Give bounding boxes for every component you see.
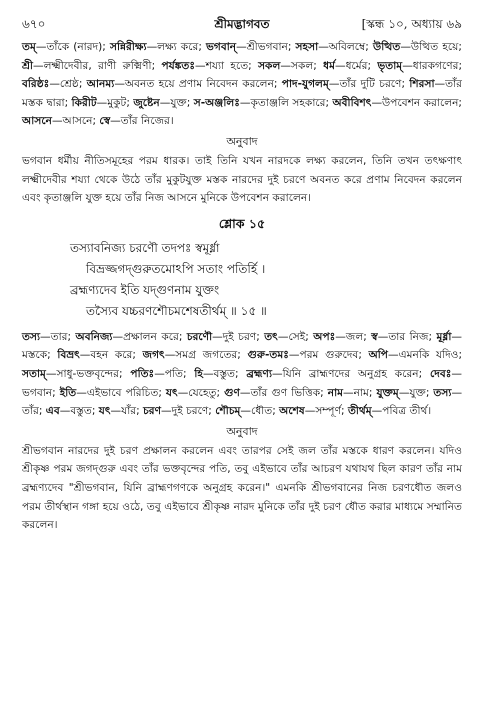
synonym-meaning: পবিত্র তীর্থ (382, 405, 428, 418)
synonym-word: যৎ (98, 405, 111, 418)
synonym-word: শ্রী (22, 59, 34, 72)
synonym-meaning: মুকুট (107, 96, 127, 109)
synonym-word: গুরু-তমঃ (247, 349, 289, 362)
synonym-word: বরিষ্ঠঃ (22, 78, 50, 91)
synonym-word: শৌচম্ (215, 405, 241, 418)
synonym-word: আসনে (22, 115, 52, 128)
book-title: শ্রীমদ্ভাগবত (214, 17, 270, 31)
chapter-reference: [স্কন্ধ ১০, অধ্যায় ৬৯ (361, 17, 462, 31)
synonym-meaning: সেই (288, 330, 306, 343)
synonym-word: বিভ্রৎ (57, 349, 80, 362)
synonym-word: নাম (327, 386, 344, 399)
synonyms-block-1: তম্—তাঁকে (নারদ); সন্নিরীক্ষ্য—লক্ষ্য করে; ভগবান্—শ্রীভগবান; সহসা—অবিলম্বে; উত্থিত—উত্থিত হয়ে; শ্রী—লক্ষ্মীদেবীর, রাণী রুক্মিণী; পর্যঙ্কতঃ—শয্যা হতে; সকল—সকল; ধর্ম—ধর্মের; ভৃতাম্—ধারকগণের; বরিষ্ঠঃ—শ্রেষ্ঠ; আনম্য—অবনত হয়ে প্রণাম নিবেদন করলেন; পাদ-যুগলম্—তাঁর দুটি চরণে; শিরসা—তাঁর মস্তক দ্বারা; কিরীট—মুকুট; জুষ্টেন—যুক্ত; স-অঞ্জলিঃ—কৃতাঞ্জলি সহকারে; অবীবিশৎ—উপবেশন করালেন; আসনে—আসনে; স্বে—তাঁর নিজের। (22, 41, 463, 128)
synonym-meaning: অবনত হয়ে প্রণাম নিবেদন করলেন (124, 78, 274, 91)
page-header (22, 14, 462, 36)
synonym-meaning: প্রক্ষালন করে (123, 330, 179, 343)
translation-text-2: শ্রীভগবান নারদের দুই চরণ প্রক্ষালন করলেন এবং তারপর সেই জল তাঁর মস্তকে ধারণ করলেন। যদিও শ্রীকৃষ্ণ পরম জগদ্গুরু এবং তাঁর ভক্তবৃন্দের পতি, তবু এইভাবে তাঁর আচরণ যথাযথ ছিল কারণ তাঁর নাম ব্রহ্মণ্যদেব "শ্রীভগবান, যিনি ব্রাহ্মণগণকে অনুগ্রহ করেন।" এমনকি শ্রীভগবানের নিজ চরণধৌত জলও পরম তীর্থস্থান গঙ্গা হয়ে ওঠে, তবু এইভাবে শ্রীকৃষ্ণ নারদ মুনিকে তাঁর দুই চরণ ধৌত করার মাধ্যমে সম্মানিত করলেন। (22, 444, 462, 532)
synonym-word: মূর্ধ্না (436, 330, 452, 343)
synonym-word: দেবঃ (429, 367, 452, 380)
synonym-meaning: উপবেশন করালেন (382, 96, 459, 109)
synonym-meaning: যেহেতু (188, 386, 217, 399)
synonym-meaning: তাঁকে (নারদ) (46, 41, 103, 53)
synonym-meaning: লক্ষ্মীদেবীর, রাণী রুক্মিণী (43, 59, 152, 72)
synonym-word: তস্য (22, 330, 41, 343)
page-number: ৬৭০ (22, 17, 46, 31)
synonym-word: অপঃ (313, 330, 336, 343)
synonym-word: জগৎ (142, 349, 165, 362)
synonym-meaning: জল (345, 330, 364, 343)
synonym-meaning: তার (50, 330, 68, 343)
synonym-meaning: এমনকি যদিও (398, 349, 459, 362)
synonym-meaning: দুই চরণে (171, 405, 209, 418)
synonym-meaning: তাঁর (22, 405, 39, 418)
verse-line: তস্যাবনিজ্য চরণৌ তদপঃ স্বমূর্ধ্না (70, 240, 220, 255)
verse-line: ব্রহ্মণ্যদেব ইতি যদ্গুণনাম যুক্তং (70, 282, 220, 297)
synonym-word: ধর্ম (323, 59, 335, 72)
synonym-meaning: উত্থিত হয়ে (410, 41, 459, 53)
synonym-word: চরণৌ (186, 330, 213, 343)
synonym-word: অশেষ (279, 405, 305, 418)
synonym-word: পতিঃ (130, 367, 155, 380)
synonym-word: অবীবিশৎ (332, 96, 372, 109)
synonym-word: গুণ (224, 386, 240, 399)
synonym-meaning: তাঁর দুটি চরণে (339, 78, 402, 91)
synonym-word: অবনিজ্য (75, 330, 113, 343)
translation-heading-2: অনুবাদ (226, 424, 258, 438)
synonym-word: অপি (368, 349, 388, 362)
synonym-meaning: যুক্ত (170, 96, 187, 109)
synonym-word: শিরসা (409, 78, 435, 91)
synonym-meaning: কৃতাঞ্জলি সহকারে (250, 96, 326, 109)
synonym-meaning: ধৌত (251, 405, 273, 418)
synonym-word: পাদ-যুগলম্ (281, 78, 329, 91)
synonym-word: ব্রহ্মণ্য (246, 367, 273, 380)
synonym-meaning: নাম (353, 386, 369, 399)
synonym-word: এব (45, 405, 60, 418)
synonym-meaning: আসনে (62, 115, 93, 128)
synonym-meaning: সম্পূর্ণ (315, 405, 341, 418)
verse-title: শ্লোক ১৫ (218, 215, 266, 231)
synonym-word: সন্নিরীক্ষ্য (109, 41, 147, 53)
synonym-meaning: অবিলম্বে (328, 41, 366, 53)
verse-line: বিভ্রজ্জগদ্গুরুতমোঽপি সতাং পতির্হি । (86, 261, 266, 276)
synonym-meaning: পরম গুরুদেব (299, 349, 359, 362)
synonym-word: সকল (258, 59, 281, 72)
synonyms-block-2: তস্য—তার; অবনিজ্য—প্রক্ষালন করে; চরণৌ—দুই চরণ; তৎ—সেই; অপঃ—জল; স্ব—তার নিজ; মূর্ধ্না—মস্তকে; বিভ্রৎ—বহন করে; জগৎ—সমগ্র জগতের; গুরু-তমঃ—পরম গুরুদেব; অপি—এমনকি যদিও; সতাম্—সাধু-ভক্তবৃন্দের; পতিঃ—পতি; হি—বস্তুত; ব্রহ্মণ্য—যিনি ব্রাহ্মণদের অনুগ্রহ করেন; দেবঃ—ভগবান; ইতি—এইভাবে পরিচিত; যৎ—যেহেতু; গুণ—তাঁর গুণ ভিত্তিক; নাম—নাম; যুক্তম্—যুক্ত; তস্য—তাঁর; এব—বস্তুত; যৎ—যাঁর; চরণ—দুই চরণে; শৌচম্—ধৌত; অশেষ—সম্পূর্ণ; তীর্থম্—পবিত্র তীর্থ। (22, 330, 463, 418)
synonym-word: সহসা (295, 41, 319, 53)
synonym-meaning: বস্তুত (70, 405, 92, 418)
translation-text-1: ভগবান ধর্মীয় নীতিসমূহের পরম ধারক। তাই তিনি যখন নারদকে লক্ষ্য করলেন, তিনি তখন তৎক্ষণাৎ লক্ষ্মীদেবীর শয্যা থেকে উঠে তাঁর মুকুটযুক্ত মস্তক নারদের দুই চরণে অবনত করে প্রণাম নিবেদন করলেন এবং কৃতাঞ্জলি যুক্ত হয়ে তাঁর নিজ আসনে মুনিকে উপবেশন করালেন। (22, 154, 462, 205)
page (22, 14, 462, 535)
synonym-word: যুক্তম্ (376, 386, 399, 399)
synonym-meaning: লক্ষ্য করে (157, 41, 199, 53)
synonym-word: আনম্য (86, 78, 115, 91)
synonym-meaning: ভগবান (22, 386, 53, 399)
synonym-meaning: তাঁর নিজের (120, 115, 170, 128)
synonym-word: ইতি (59, 386, 77, 399)
synonym-word: যৎ (165, 386, 178, 399)
synonym-word: জুষ্টেন (133, 96, 160, 109)
synonym-meaning: শ্রীভগবান (246, 41, 288, 53)
synonym-meaning: ধারকগণের (412, 59, 459, 72)
synonym-meaning: তার নিজ (388, 330, 429, 343)
synonym-word: চরণ (143, 405, 162, 418)
synonym-meaning: শয্যা হতে (205, 59, 249, 72)
synonym-word: কিরীট (71, 96, 97, 109)
synonym-meaning: পতি (164, 367, 183, 380)
synonym-meaning: সকল (290, 59, 314, 72)
synonym-meaning: যাঁর (121, 405, 137, 418)
synonym-meaning: ধর্মের (345, 59, 368, 72)
synonym-meaning: শ্রেষ্ঠ (59, 78, 79, 91)
synonym-word: স্ব (371, 330, 378, 343)
synonym-meaning: সাধু-ভক্তবৃন্দের (56, 367, 119, 380)
synonym-word: তম্ (22, 41, 36, 53)
synonym-word: ভৃতাম্ (377, 59, 403, 72)
synonym-word: উত্থিত (372, 41, 401, 53)
synonym-word: স্বে (99, 115, 111, 128)
synonym-meaning: তাঁর মস্তক দ্বারা (22, 78, 462, 109)
synonym-meaning: যিনি ব্রাহ্মণদের অনুগ্রহ করেন (282, 367, 419, 380)
synonym-meaning: বস্তুত (213, 367, 236, 380)
synonym-word: পর্যঙ্কতঃ (161, 59, 195, 72)
synonym-meaning: এইভাবে পরিচিত (86, 386, 159, 399)
synonym-meaning: মস্তকে (22, 349, 48, 362)
synonym-word: তৎ (264, 330, 278, 343)
synonym-meaning: দুই চরণ (222, 330, 257, 343)
synonym-meaning: সমগ্র জগতের (175, 349, 238, 362)
synonym-meaning: বহন করে (90, 349, 133, 362)
synonym-word: তীর্থম্ (347, 405, 372, 418)
synonym-word: তস্য (433, 386, 452, 399)
verse-text (22, 238, 462, 322)
synonym-meaning: তাঁর গুণ ভিত্তিক (250, 386, 321, 399)
synonym-word: ভগবান্ (205, 41, 237, 53)
translation-heading-1: অনুবাদ (226, 134, 258, 148)
synonym-word: স-অঞ্জলিঃ (193, 96, 240, 109)
synonym-word: সতাম্ (22, 367, 46, 380)
verse-line: তস্যৈব যচ্চরণশৌচমশেষতীর্থম্ ॥ ১৫ ॥ (86, 303, 267, 318)
synonym-word: হি (194, 367, 203, 380)
synonym-meaning: যুক্ত (409, 386, 426, 399)
